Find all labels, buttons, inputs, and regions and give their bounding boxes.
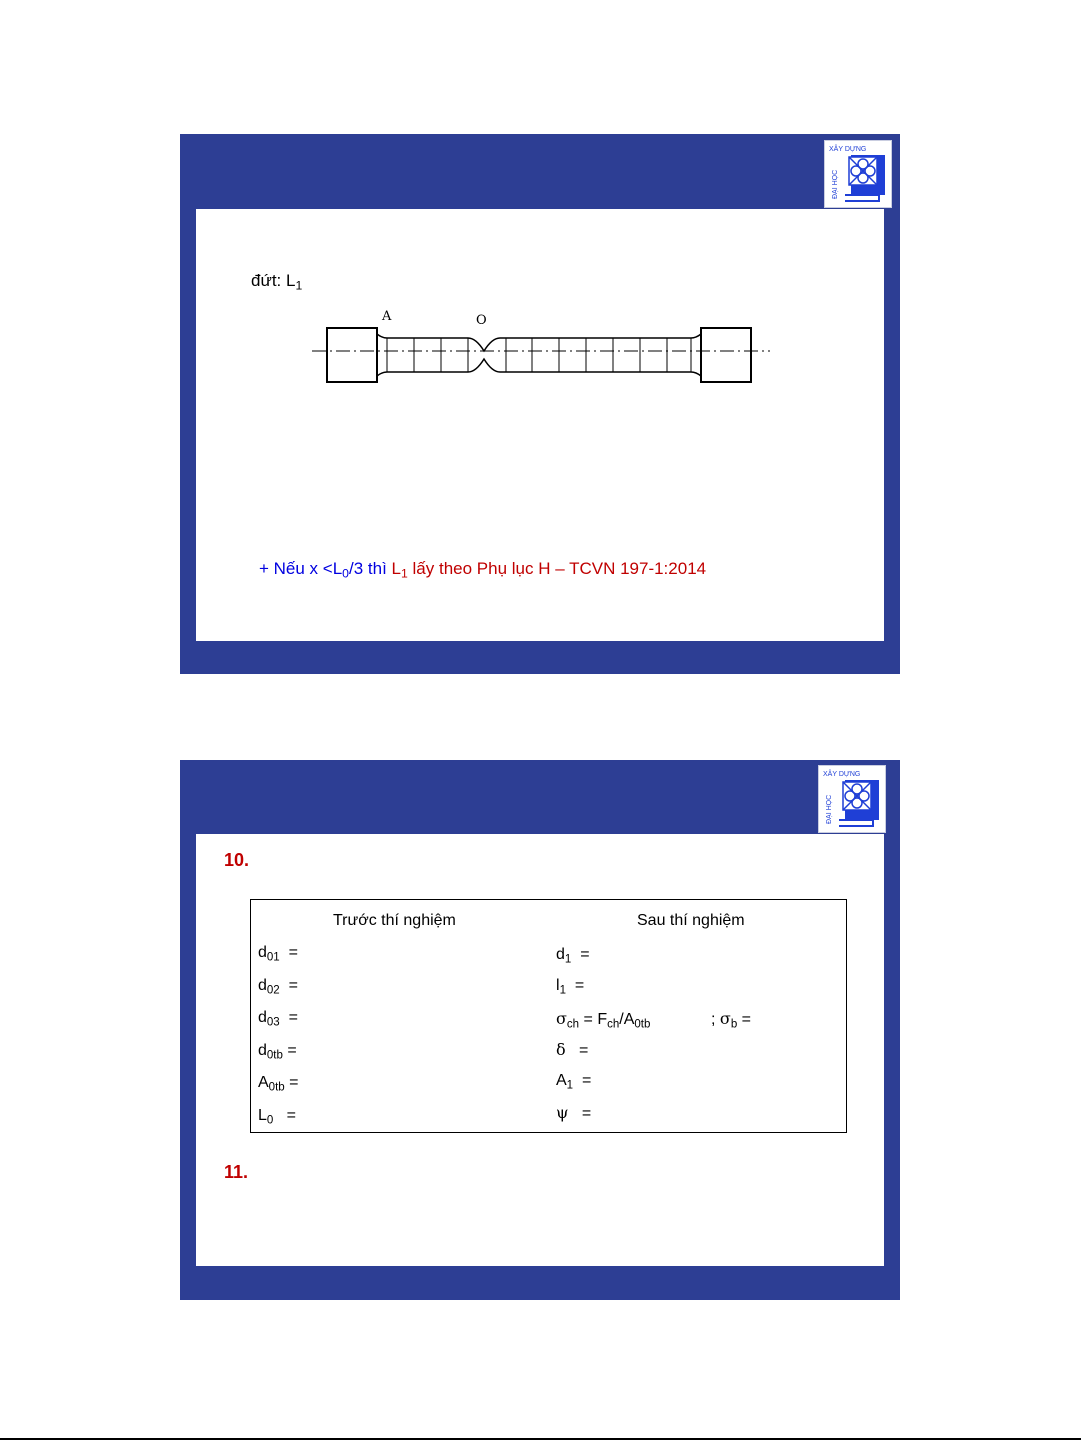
break-caption-sub: 1 xyxy=(295,278,303,293)
note-line xyxy=(259,559,706,579)
note-part1-sub: 0 xyxy=(342,566,349,581)
diagram-label-a: A xyxy=(382,309,392,324)
item-11-number: 11. xyxy=(224,1162,249,1182)
specimen-diagram xyxy=(310,304,780,394)
break-caption xyxy=(251,271,302,291)
logo-text-side: ĐẠI HỌC xyxy=(832,169,839,199)
row-d01: $d_{01}$ = xyxy=(258,944,298,964)
row-a1: $A_1$ = xyxy=(556,1072,592,1092)
header-before-test: Trước thí nghiệm xyxy=(333,912,456,929)
note-part3-sub: 1 xyxy=(400,566,408,581)
university-logo xyxy=(818,765,886,833)
row-l1: $l_1$ = xyxy=(556,977,585,997)
slide-1-content xyxy=(196,209,884,641)
item-10-number: 10. xyxy=(224,850,250,870)
note-part2: /3 thì xyxy=(348,559,392,578)
row-d1: $d_1$ = xyxy=(556,946,590,966)
row-d0tb: $d_{0tb}$ = xyxy=(258,1042,297,1062)
university-logo xyxy=(824,140,892,208)
page-bottom-rule xyxy=(0,1438,1081,1440)
row-delta: δ = xyxy=(556,1040,589,1059)
row-a0tb: $A_{0tb}$ = xyxy=(258,1074,299,1094)
break-caption-text: đứt: L xyxy=(251,271,296,290)
row-sigma-ch: $\sigma_{ch} = F_{ch}/A_{0tb}$ xyxy=(556,1009,651,1031)
diagram-label-o: O xyxy=(476,313,487,328)
logo-graphic xyxy=(819,766,885,832)
row-d02: $d_{02}$ = xyxy=(258,977,298,997)
slide-2 xyxy=(180,760,900,1300)
row-l0: $L_0$ = xyxy=(258,1107,296,1127)
header-after-test: Sau thí nghiệm xyxy=(637,912,745,929)
row-d03: $d_{03}$ = xyxy=(258,1009,298,1029)
row-psi: ψ = xyxy=(556,1103,592,1122)
note-part1: + Nếu x <L xyxy=(259,559,343,578)
measurement-table xyxy=(250,899,847,1133)
logo-text-side: ĐẠI HỌC xyxy=(826,794,833,824)
note-part4: lấy theo Phụ lục H – TCVN 197-1:2014 xyxy=(407,559,707,578)
logo-text-top: XÂY DỰNG xyxy=(823,771,861,778)
slide-1 xyxy=(180,134,900,674)
logo-graphic xyxy=(825,141,891,207)
logo-text-top: XÂY DỰNG xyxy=(829,146,867,153)
slide-2-content xyxy=(196,834,884,1266)
row-sigma-b: ; $\sigma_b$ = xyxy=(711,1009,752,1031)
note-part3: L xyxy=(391,559,401,578)
